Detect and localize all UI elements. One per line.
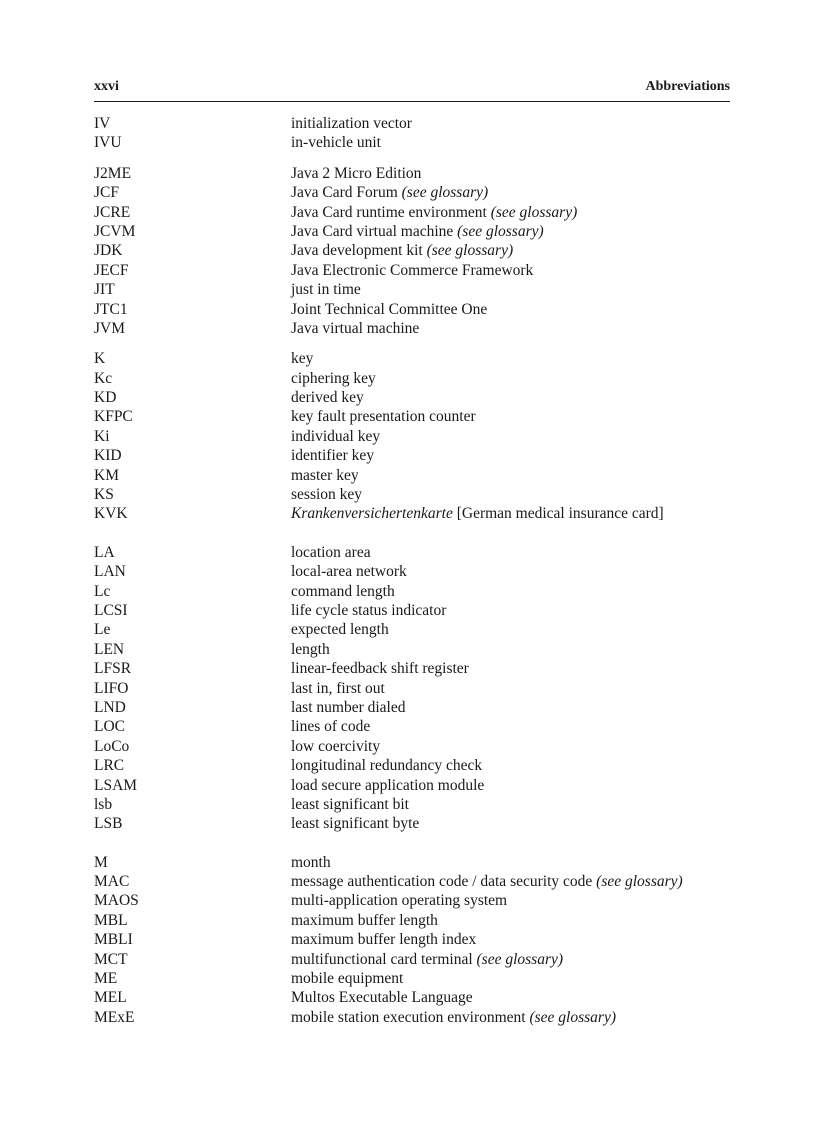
abbreviation-definition — [291, 203, 734, 222]
abbreviation-entry — [94, 620, 734, 639]
running-header — [94, 79, 730, 102]
definition-text: key fault presentation counter — [291, 408, 476, 426]
definition-text: least significant byte — [291, 815, 420, 833]
abbreviation-entry — [94, 369, 734, 388]
abbreviation-term: LFSR — [94, 660, 132, 678]
abbreviation-term: MAOS — [94, 892, 139, 910]
abbreviation-term: LCSI — [94, 601, 128, 619]
abbreviation-term: JCVM — [94, 222, 136, 240]
definition-text: multifunctional card terminal — [291, 950, 477, 968]
definition-text: linear-feedback shift register — [291, 660, 469, 678]
abbreviation-term: LEN — [94, 640, 125, 658]
abbreviation-definition — [291, 988, 734, 1007]
abbreviation-definition — [291, 930, 734, 949]
definition-italic-text: (see glossary) — [476, 950, 564, 968]
abbreviation-definition — [291, 659, 734, 678]
abbreviation-definition — [291, 698, 734, 717]
definition-text: message authentication code / data security code — [291, 873, 597, 891]
abbreviation-term: LoCo — [94, 737, 130, 755]
abbreviation-term: JDK — [94, 242, 123, 260]
definition-text: last in, first out — [291, 679, 385, 697]
abbreviation-entry — [94, 582, 734, 601]
abbreviation-term: KD — [94, 389, 117, 407]
definition-text: individual key — [291, 427, 381, 445]
definition-text: load secure application module — [291, 776, 485, 794]
abbreviation-term: MBLI — [94, 931, 133, 949]
abbreviation-entry — [94, 562, 734, 581]
definition-text: session key — [291, 486, 363, 504]
definition-text: Java Card virtual machine — [291, 222, 458, 240]
section-title: Abbreviations — [645, 79, 730, 94]
abbreviation-definition — [291, 1008, 734, 1027]
abbreviation-entry — [94, 891, 734, 910]
abbreviation-definition — [291, 795, 734, 814]
abbreviation-definition — [291, 183, 734, 202]
abbreviation-term: LOC — [94, 718, 125, 736]
definition-italic-text: (see glossary) — [529, 1008, 617, 1026]
abbreviation-term: J2ME — [94, 164, 132, 182]
abbreviation-term: MEL — [94, 989, 127, 1007]
abbreviation-entry — [94, 911, 734, 930]
abbreviation-definition — [291, 427, 734, 446]
definition-text: identifier key — [291, 447, 375, 465]
abbreviation-group — [94, 543, 734, 834]
definition-italic-text: (see glossary) — [596, 873, 683, 891]
abbreviation-term: MCT — [94, 950, 128, 968]
abbreviation-definition — [291, 543, 734, 562]
abbreviation-definition — [291, 388, 734, 407]
definition-text: Java Electronic Commerce Framework — [291, 261, 534, 279]
abbreviation-term: MAC — [94, 873, 130, 891]
definition-italic-text: Krankenversichertenkarte — [291, 505, 453, 523]
definition-text: maximum buffer length index — [291, 931, 477, 949]
page-number: xxvi — [94, 79, 119, 94]
abbreviation-term: MBL — [94, 911, 128, 929]
abbreviation-entry — [94, 640, 734, 659]
definition-italic-text: (see glossary) — [457, 222, 544, 240]
abbreviation-entry — [94, 407, 734, 426]
definition-text: mobile equipment — [291, 970, 404, 988]
definition-text: [German medical insurance card] — [452, 505, 664, 523]
abbreviation-term: LSAM — [94, 776, 138, 794]
abbreviation-entry — [94, 261, 734, 280]
definition-text: last number dialed — [291, 698, 406, 716]
abbreviation-term: JTC1 — [94, 300, 128, 318]
definition-italic-text: (see glossary) — [490, 203, 578, 221]
abbreviation-entry — [94, 504, 734, 523]
abbreviation-definition — [291, 485, 734, 504]
abbreviation-definition — [291, 222, 734, 241]
abbreviation-definition — [291, 241, 734, 260]
definition-text: low coercivity — [291, 737, 381, 755]
abbreviation-entry — [94, 930, 734, 949]
definition-text: lines of code — [291, 718, 371, 736]
abbreviation-term: Kc — [94, 369, 113, 387]
abbreviation-term: LIFO — [94, 679, 129, 697]
abbreviation-entry — [94, 853, 734, 872]
definition-text: mobile station execution environment — [291, 1008, 530, 1026]
abbreviation-entry — [94, 446, 734, 465]
definition-italic-text: (see glossary) — [401, 184, 489, 202]
abbreviation-entry — [94, 969, 734, 988]
definition-text: least significant bit — [291, 795, 409, 813]
definition-text: just in time — [291, 281, 361, 299]
abbreviation-entry — [94, 679, 734, 698]
abbreviation-entry — [94, 485, 734, 504]
abbreviation-definition — [291, 872, 734, 891]
abbreviation-entry — [94, 717, 734, 736]
abbreviation-term: LA — [94, 543, 115, 561]
abbreviation-entry — [94, 183, 734, 202]
definition-text: Multos Executable Language — [291, 989, 473, 1007]
definition-text: master key — [291, 466, 359, 484]
abbreviation-definition — [291, 504, 734, 523]
abbreviation-term: LAN — [94, 563, 126, 581]
abbreviation-definition — [291, 582, 734, 601]
abbreviation-entry — [94, 814, 734, 833]
abbreviation-term: Lc — [94, 582, 111, 600]
definition-italic-text: (see glossary) — [426, 242, 514, 260]
abbreviation-entry — [94, 164, 734, 183]
definition-text: key — [291, 350, 314, 368]
abbreviation-entry — [94, 543, 734, 562]
definition-text: maximum buffer length — [291, 911, 438, 929]
abbreviation-definition — [291, 814, 734, 833]
abbreviation-term: MExE — [94, 1008, 135, 1026]
abbreviation-entry — [94, 222, 734, 241]
abbreviation-entry — [94, 795, 734, 814]
abbreviation-term: KM — [94, 466, 119, 484]
definition-text: Java 2 Micro Edition — [291, 164, 422, 182]
abbreviation-definition — [291, 911, 734, 930]
abbreviation-group — [94, 349, 734, 524]
abbreviation-term: Le — [94, 621, 111, 639]
abbreviation-entry — [94, 114, 734, 133]
abbreviation-term: IVU — [94, 134, 122, 152]
definition-text: multi-application operating system — [291, 892, 508, 910]
definition-text: derived key — [291, 389, 364, 407]
abbreviation-definition — [291, 300, 734, 319]
abbreviation-definition — [291, 737, 734, 756]
abbreviation-group — [94, 853, 734, 1028]
abbreviation-entry — [94, 872, 734, 891]
abbreviation-group — [94, 114, 734, 153]
abbreviation-entry — [94, 427, 734, 446]
abbreviation-term: ME — [94, 970, 118, 988]
abbreviation-term: LSB — [94, 815, 123, 833]
abbreviation-term: KID — [94, 447, 122, 465]
abbreviation-term: Ki — [94, 427, 110, 445]
abbreviation-definition — [291, 319, 734, 338]
abbreviation-term: LND — [94, 698, 126, 716]
abbreviation-entry — [94, 203, 734, 222]
abbreviation-term: JIT — [94, 281, 115, 299]
abbreviation-definition — [291, 601, 734, 620]
abbreviation-entry — [94, 737, 734, 756]
definition-text: life cycle status indicator — [291, 601, 447, 619]
abbreviation-definition — [291, 466, 734, 485]
abbreviation-entry — [94, 349, 734, 368]
definition-text: Java development kit — [291, 242, 427, 260]
abbreviation-definition — [291, 717, 734, 736]
abbreviation-entry — [94, 950, 734, 969]
definition-text: command length — [291, 582, 395, 600]
abbreviation-entry — [94, 466, 734, 485]
abbreviation-entry — [94, 601, 734, 620]
definition-text: local-area network — [291, 563, 407, 581]
abbreviation-definition — [291, 950, 734, 969]
abbreviation-term: JCRE — [94, 203, 131, 221]
abbreviation-term: JCF — [94, 184, 119, 202]
abbreviation-entry — [94, 1008, 734, 1027]
definition-text: initialization vector — [291, 115, 412, 132]
abbreviation-entry — [94, 988, 734, 1007]
abbreviation-definition — [291, 261, 734, 280]
abbreviation-list — [94, 114, 734, 1038]
abbreviation-term: M — [94, 853, 108, 871]
abbreviation-group — [94, 164, 734, 339]
abbreviation-term: LRC — [94, 757, 125, 775]
abbreviation-entry — [94, 388, 734, 407]
abbreviation-definition — [291, 891, 734, 910]
abbreviation-definition — [291, 164, 734, 183]
abbreviation-term: KFPC — [94, 408, 133, 426]
abbreviation-definition — [291, 407, 734, 426]
definition-text: longitudinal redundancy check — [291, 757, 483, 775]
abbreviation-definition — [291, 369, 734, 388]
abbreviation-entry — [94, 659, 734, 678]
abbreviation-definition — [291, 562, 734, 581]
abbreviation-term: lsb — [94, 795, 113, 813]
definition-text: Java Card Forum — [291, 184, 402, 202]
abbreviation-term: KVK — [94, 505, 128, 523]
abbreviation-definition — [291, 114, 734, 133]
abbreviation-definition — [291, 133, 734, 152]
abbreviation-definition — [291, 446, 734, 465]
abbreviation-entry — [94, 133, 734, 152]
abbreviation-definition — [291, 776, 734, 795]
abbreviation-term: IV — [94, 115, 111, 132]
abbreviation-definition — [291, 620, 734, 639]
abbreviation-entry — [94, 300, 734, 319]
definition-text: expected length — [291, 621, 389, 639]
abbreviation-term: KS — [94, 486, 114, 504]
abbreviation-entry — [94, 698, 734, 717]
definition-text: month — [291, 853, 331, 871]
abbreviation-definition — [291, 756, 734, 775]
definition-text: ciphering key — [291, 369, 376, 387]
abbreviation-term: JVM — [94, 319, 126, 337]
definition-text: Joint Technical Committee One — [291, 300, 488, 318]
abbreviation-definition — [291, 640, 734, 659]
abbreviation-entry — [94, 319, 734, 338]
abbreviation-term: K — [94, 350, 106, 368]
definition-text: length — [291, 640, 330, 658]
abbreviation-definition — [291, 280, 734, 299]
definition-text: location area — [291, 543, 371, 561]
definition-text: Java Card runtime environment — [291, 203, 491, 221]
definition-text: Java virtual machine — [291, 319, 420, 337]
abbreviation-definition — [291, 349, 734, 368]
definition-text: in-vehicle unit — [291, 134, 381, 152]
abbreviation-term: JECF — [94, 261, 129, 279]
abbreviation-definition — [291, 853, 734, 872]
abbreviation-definition — [291, 969, 734, 988]
abbreviation-entry — [94, 756, 734, 775]
abbreviation-entry — [94, 776, 734, 795]
abbreviation-entry — [94, 241, 734, 260]
abbreviation-entry — [94, 280, 734, 299]
abbreviation-definition — [291, 679, 734, 698]
